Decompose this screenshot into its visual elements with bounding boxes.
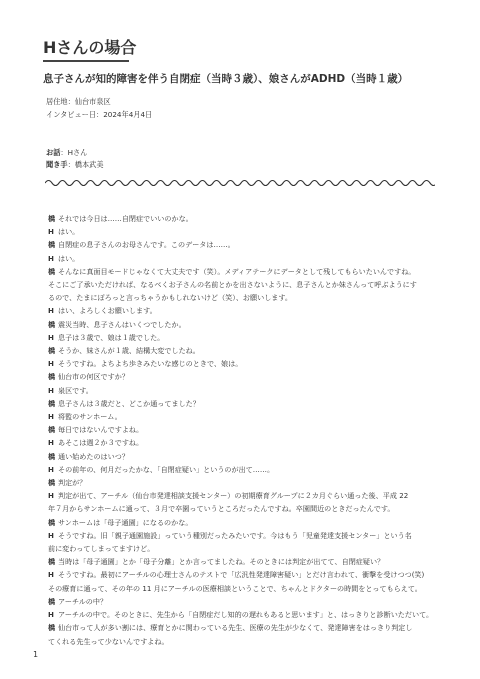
dialogue-text: 息子さんは３歳だと、どこか通ってました？ [58, 398, 200, 408]
dialogue-text: はい。 [58, 253, 80, 263]
speaker-mark: H [48, 530, 54, 540]
dialogue-text: 年７月からサンホームに通って、３月で卒園っていうところだったんですね。卒園間近のときだったんです。 [48, 504, 395, 514]
speaker-mark: H [48, 610, 54, 620]
dialogue-text: 震災当時、息子さんはいくつでしたか。 [58, 319, 186, 329]
speaker-mark: H [48, 464, 54, 474]
dialogue-text: あそこは週２か３ですね。 [58, 438, 144, 448]
interviewer-info [46, 160, 104, 170]
speaker-mark: 橋 [48, 623, 56, 633]
speaker-mark: H [48, 491, 54, 501]
speaker-mark: 橋 [48, 517, 56, 527]
dialogue-line [48, 252, 440, 265]
speaker-mark: 橋 [48, 398, 56, 408]
speaker-label: お話 [46, 148, 61, 157]
dialogue-line [48, 397, 440, 410]
dialogue-line [48, 370, 440, 383]
speaker-mark: 橋 [48, 346, 56, 356]
interviewer-value: ：橋本武美 [67, 160, 104, 169]
speaker-mark: H [48, 385, 54, 395]
dialogue-line [48, 463, 440, 476]
speaker-mark: 橋 [48, 557, 56, 567]
dialogue-text: その前年の、何月だったかな、「自閉症疑い」というのが出て……。 [58, 464, 275, 474]
speaker-mark: 橋 [48, 596, 56, 606]
dialogue-line [48, 542, 440, 555]
speaker-mark: H [48, 359, 54, 369]
dialogue-text: そこにご了承いただければ、なるべくお子さんの名前とかを出さないように、息子さんとか妹さんって呼ぶようにす [48, 280, 417, 290]
speaker-mark: 橋 [48, 266, 56, 276]
dialogue-text: はい、よろしくお願いします。 [58, 306, 157, 316]
dialogue-text: 仙台市の何区ですか？ [58, 372, 129, 382]
speaker-mark: H [48, 570, 54, 580]
dialogue-text: 判定が？ [58, 478, 87, 488]
dialogue-line [48, 450, 440, 463]
dialogue-line [48, 278, 440, 291]
dialogue-line [48, 516, 440, 529]
wavy-divider [45, 176, 435, 190]
dialogue-line [48, 384, 440, 397]
dialogue-line [48, 529, 440, 542]
dialogue-body [48, 212, 440, 648]
dialogue-line [48, 608, 440, 621]
dialogue-line [48, 621, 440, 634]
dialogue-line [48, 410, 440, 423]
speaker-mark: 橋 [48, 214, 56, 223]
dialogue-line [48, 212, 440, 225]
page-number: 1 [33, 650, 39, 659]
dialogue-line [48, 423, 440, 436]
residence-text: 居住地：仙台市泉区 [46, 97, 111, 106]
speaker-mark: 橋 [48, 425, 56, 435]
dialogue-line [48, 238, 440, 251]
title-underline [43, 60, 129, 62]
dialogue-line [48, 318, 440, 331]
speaker-mark: H [48, 412, 54, 422]
speaker-mark: 橋 [48, 478, 56, 488]
dialogue-text: 毎日ではないんですよね。 [58, 425, 144, 435]
dialogue-text: 判定が出て、アーチル（仙台市発達相談支援センター）の初期療育グループに２カ月ぐらい通った後、平成 22 [58, 491, 409, 501]
speaker-mark: 橋 [48, 240, 56, 250]
speaker-mark: 橋 [48, 451, 56, 461]
speaker-mark: 橋 [48, 372, 56, 382]
dialogue-line [48, 635, 440, 648]
dialogue-line [48, 582, 440, 595]
dialogue-text: アーチルの中？ [58, 596, 108, 606]
dialogue-text: その療育に通って、その年の 11 月にアーチルの医療相談ということで、ちゃんとドクターの時間をとってもらえて。 [48, 583, 422, 593]
speaker-mark: 橋 [48, 319, 56, 329]
interviewer-label: 聞き手 [46, 160, 68, 169]
dialogue-text: サンホームは「母子通園」になるのかな。 [58, 517, 193, 527]
dialogue-text: てくれる先生って少ないんですよね。 [48, 636, 169, 646]
speaker-value: ：Hさん [60, 148, 88, 157]
dialogue-line [48, 502, 440, 515]
dialogue-line [48, 436, 440, 449]
dialogue-line [48, 568, 440, 581]
dialogue-line [48, 555, 440, 568]
dialogue-text: そうですね。旧「親子通園施設」っていう種別だったみたいです。今はもう「児童発達支援センター」という名 [58, 530, 412, 540]
dialogue-text: アーチルの中で。そのときに、先生から「自閉症だし知的の遅れもあると思います」と、はっきりと診断いただいて。 [58, 610, 434, 620]
dialogue-text: はい。 [58, 227, 80, 237]
dialogue-line [48, 291, 440, 304]
dialogue-text: 将監のサンホーム。 [58, 412, 122, 422]
page-subtitle: 息子さんが知的障害を伴う自閉症（当時３歳）、娘さんがADHD（当時１歳） [43, 73, 409, 85]
dialogue-text: 前に変わってしまってますけど。 [48, 544, 155, 554]
dialogue-line [48, 265, 440, 278]
dialogue-line [48, 357, 440, 370]
speaker-mark: H [48, 332, 54, 342]
speaker-mark: H [48, 253, 54, 263]
dialogue-text: 自閉症の息子さんのお母さんです。このデータは……。 [58, 240, 235, 250]
dialogue-text: そんなに真面目モードじゃなくて大丈夫です（笑）。メディアテークにデータとして残してもらいたいんですね。 [58, 266, 416, 276]
dialogue-line [48, 331, 440, 344]
dialogue-text: 仙台市って人が多い割には、療育とかに関わっている先生、医療の先生が少なくて、発達障害をはっきり判定し [58, 623, 413, 633]
interview-date-text: インタビュー日：2024年4月4日 [46, 110, 153, 119]
dialogue-line [48, 489, 440, 502]
dialogue-line [48, 304, 440, 317]
dialogue-text: そうですね。よちよち歩きみたいな感じのときで、娘は。 [58, 359, 243, 369]
speaker-mark: H [48, 306, 54, 316]
dialogue-line [48, 225, 440, 238]
dialogue-text: 泉区です。 [58, 385, 93, 395]
dialogue-line [48, 476, 440, 489]
dialogue-line [48, 595, 440, 608]
dialogue-text: そうですね。最初にアーチルの心理士さんのテストで「広汎性発達障害疑い」とだけ言われて、衝撃を受けつつ(笑) [58, 570, 425, 580]
dialogue-line [48, 344, 440, 357]
dialogue-text: 息子は３歳で、娘は１歳でした。 [58, 332, 165, 342]
title-block [43, 38, 136, 62]
dialogue-text: 当時は「母子通園」とか「母子分離」とか言ってましたね。そのときには判定が出てて、自閉症疑い？ [58, 557, 385, 567]
page-title: Hさんの場合 [43, 38, 137, 57]
dialogue-text: るので、たまにぽろっと言っちゃうかもしれないけど（笑）、お願いします。 [48, 293, 293, 303]
speaker-mark: H [48, 227, 54, 237]
dialogue-text: それでは今日は……自閉症でいいのかな。 [58, 214, 193, 223]
dialogue-text: 通い始めたのはいつ？ [58, 451, 129, 461]
speaker-info [46, 148, 87, 158]
dialogue-text: そうか、妹さんが１歳、結構大変でしたね。 [58, 346, 200, 356]
speaker-mark: H [48, 438, 54, 448]
